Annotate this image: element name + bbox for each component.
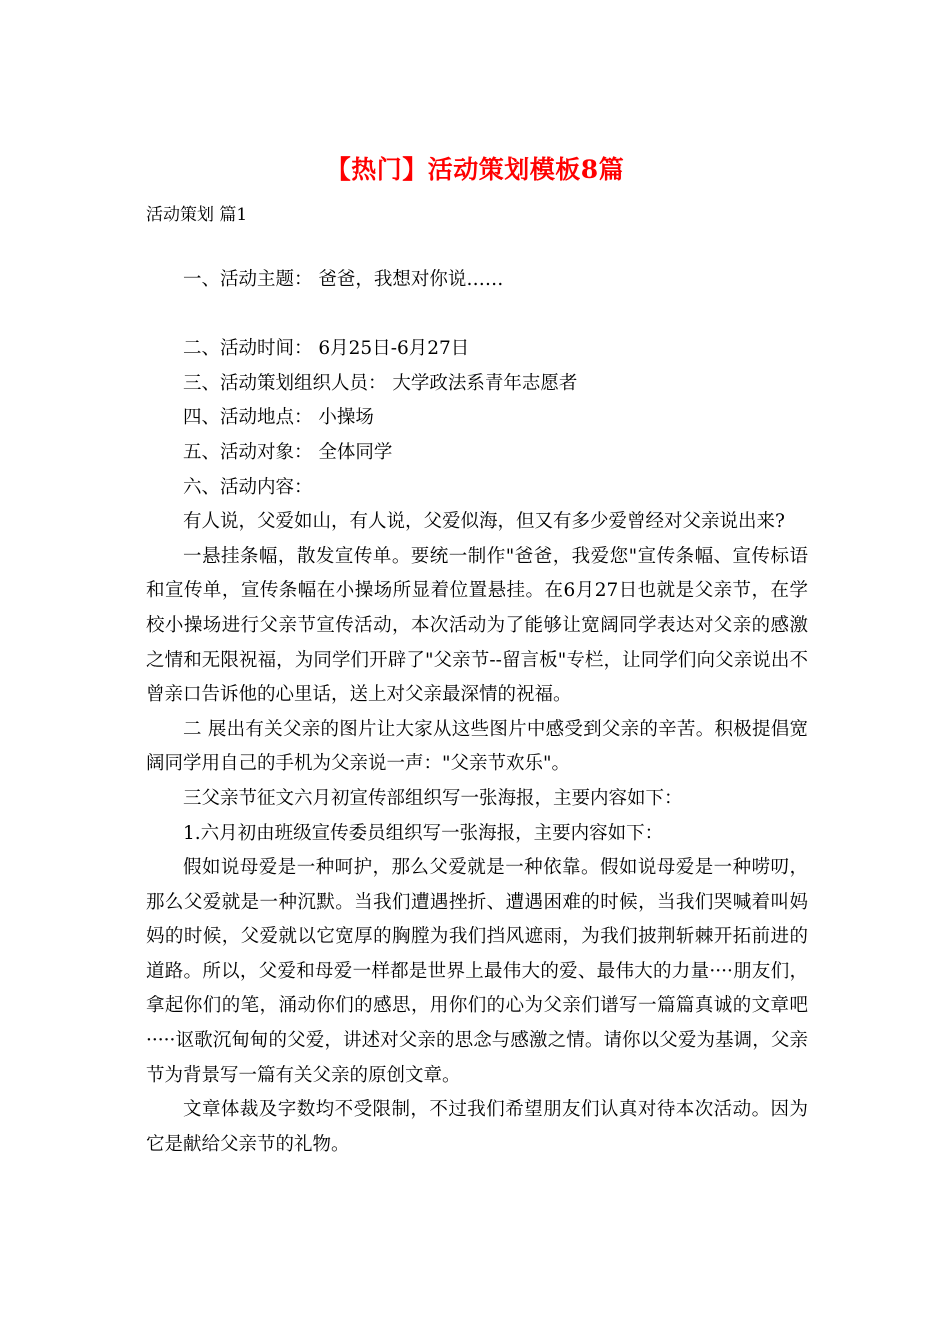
paragraph: 二 展出有关父亲的图片让大家从这些图片中感受到父亲的辛苦。积极提倡宽阔同学用自己的手机为父亲说一声："父亲节欢乐"。 [146, 718, 808, 775]
paragraph: 假如说母爱是一种呵护，那么父爱就是一种依靠。假如说母爱是一种唠叨，那么父爱就是一种沉默。当我们遭遇挫折、遭遇困难的时候，当我们哭喊着叫妈妈的时候，父爱就以它宽厚的胸膛为我们挡风遮雨，为我们披荆斩棘开拓前进的道路。所以，父爱和母爱一样都是世界上最伟大的爱、最伟大的力量····朋友们，拿起你们的笔，涌动你们的感思，用你们的心为父亲们谱写一篇篇真诚的文章吧·····讴歌沉甸甸的父爱，讲述对父亲的思念与感激之情。请你以父爱为基调，父亲节为背景写一篇有关父亲的原创文章。 [146, 857, 808, 1086]
section-heading: 活动策划 篇1 [146, 205, 248, 225]
item-time: 二、活动时间： 6月25日-6月27日 [183, 338, 470, 360]
item-location: 四、活动地点： 小操场 [183, 407, 374, 429]
item-organizers: 三、活动策划组织人员： 大学政法系青年志愿者 [183, 372, 578, 394]
document-body [146, 263, 808, 1162]
paragraph: 一悬挂条幅，散发宣传单。要统一制作"爸爸，我爱您"宣传条幅、宣传标语和宣传单，宣传条幅在小操场所显着位置悬挂。在6月27日也就是父亲节，在学校小操场进行父亲节宣传活动，本次活动为了能够让宽阔同学表达对父亲的感激之情和无限祝福，为同学们开辟了"父亲节--留言板"专栏，让同学们向父亲说出不曾亲口告诉他的心里话，送上对父亲最深情的祝福。 [146, 545, 808, 706]
paragraph: 文章体裁及字数均不受限制，不过我们希望朋友们认真对待本次活动。因为它是献给父亲节的礼物。 [146, 1099, 808, 1155]
item-content: 六、活动内容： [183, 476, 313, 498]
item-theme: 一、活动主题： 爸爸，我想对你说…… [183, 269, 504, 290]
document-title: 【热门】活动策划模板8篇 [325, 155, 625, 184]
paragraph: 三父亲节征文六月初宣传部组织写一张海报，主要内容如下： [183, 787, 683, 809]
paragraph: 有人说，父爱如山，有人说，父爱似海，但又有多少爱曾经对父亲说出来? [183, 511, 785, 533]
paragraph: 1.六月初由班级宣传委员组织写一张海报，主要内容如下： [183, 822, 664, 844]
item-audience: 五、活动对象： 全体同学 [183, 441, 393, 463]
